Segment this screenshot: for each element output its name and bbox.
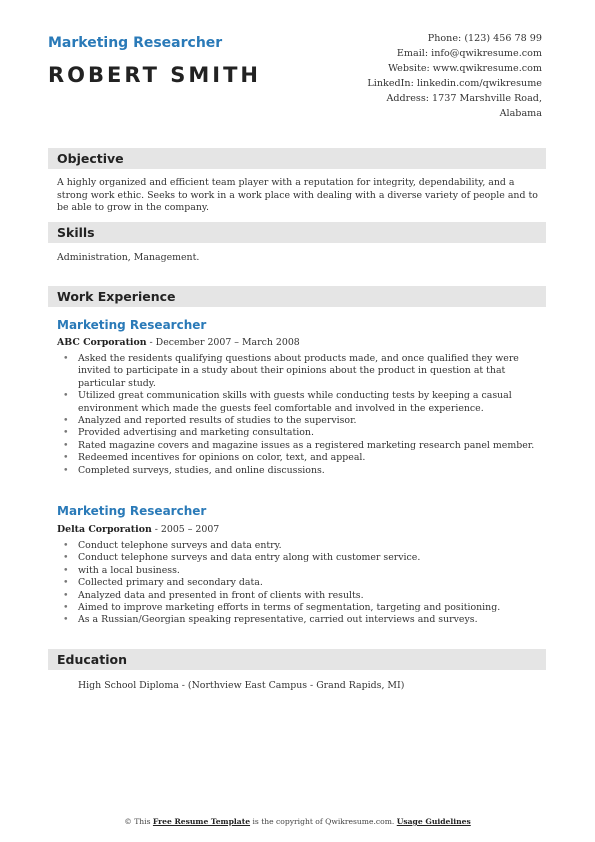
job-1-company-line [57,337,300,348]
footer-copyright-text: is the copyright of Qwikresume.com. [250,817,397,826]
education-heading: Education [57,652,127,667]
usage-guidelines-link[interactable]: Usage Guidelines [396,817,471,826]
job-2-dates: - 2005 – 2007 [151,524,220,535]
list-item: • As a Russian/Georgian speaking representative, carried out interviews and surveys. [57,614,549,626]
list-item: • Utilized great communication skills with guests while conducting tests by keeping a casual environment which made the guests feel comfortable and involved in the experience. [57,390,549,415]
footer-prefix: © This [124,817,153,826]
objective-section-header [48,148,546,169]
objective-text: A highly organized and efficient team player with a reputation for integrity, dependability, and a strong work ethic. Seeks to work in a work place with dealing with a diverse variety of people and to be able to grow in the company. [57,177,538,214]
education-entry: High School Diploma - (Northview East Campus - Grand Rapids, MI) [78,680,405,691]
job-1-company: ABC Corporation [57,337,147,348]
free-resume-template-link[interactable]: Free Resume Template [152,817,251,826]
job-2-title: Marketing Researcher [57,504,207,518]
contact-email: Email: info@qwikresume.com [396,48,542,59]
work-experience-section-header [48,286,546,307]
contact-website: Website: www.qwikresume.com [388,63,542,74]
contact-address: Address: 1737 Marshville Road, [386,93,542,104]
job-2-bullet-list [57,540,549,627]
list-item: • Aimed to improve marketing efforts in terms of segmentation, targeting and positioning. [57,602,549,614]
contact-address-state: Alabama [499,108,542,119]
skills-heading: Skills [57,225,95,240]
work-experience-heading: Work Experience [57,289,176,304]
list-item: • Redeemed incentives for opinions on color, text, and appeal. [57,452,549,464]
job-1-bullet-list [57,353,549,477]
education-section-header [48,649,546,670]
job-1-dates: - December 2007 – March 2008 [146,337,300,348]
job-2-company-line [57,524,219,535]
job-1-title: Marketing Researcher [57,318,207,332]
list-item: • Collected primary and secondary data. [57,577,549,589]
list-item: • Completed surveys, studies, and online discussions. [57,465,549,477]
contact-block [302,31,542,121]
job-2-company: Delta Corporation [57,524,152,535]
list-item: • Analyzed data and presented in front of clients with results. [57,590,549,602]
objective-heading: Objective [57,151,124,166]
list-item: • with a local business. [57,565,549,577]
job-title: Marketing Researcher [48,35,223,51]
candidate-name: ROBERT SMITH [48,63,261,87]
list-item: • Analyzed and reported results of studies to the supervisor. [57,415,549,427]
contact-phone: Phone: (123) 456 78 99 [427,33,542,44]
footer [0,817,595,826]
list-item: • Conduct telephone surveys and data entry. [57,540,549,552]
list-item: • Asked the residents qualifying questions about products made, and once qualified they were invited to participate in a study about their opinions about the product in question at that particular study. [57,353,549,390]
skills-section-header [48,222,546,243]
list-item: • Conduct telephone surveys and data entry along with customer service. [57,552,549,564]
skills-text: Administration, Management. [57,252,200,263]
list-item: • Rated magazine covers and magazine issues as a registered marketing research panel member. [57,440,549,452]
list-item: • Provided advertising and marketing consultation. [57,427,549,439]
contact-linkedin: LinkedIn: linkedin.com/qwikresume [367,78,542,89]
